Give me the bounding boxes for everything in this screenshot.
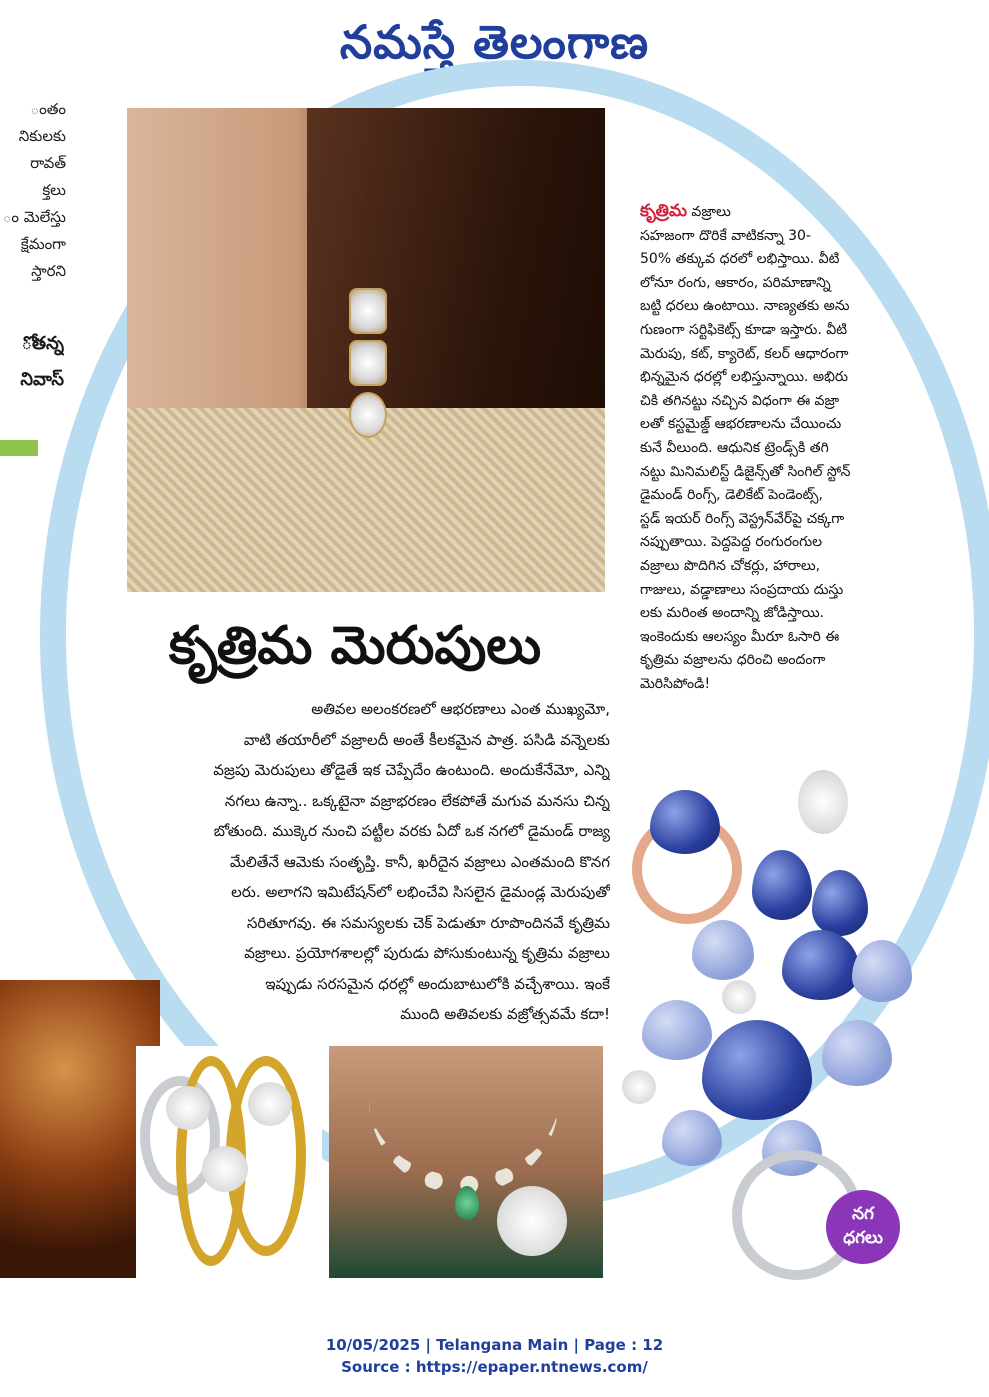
adjacent-line: క్షేమంగా xyxy=(20,235,66,253)
earring-model-photo xyxy=(127,108,605,592)
diamond-shape xyxy=(202,1146,248,1192)
sidebar-line: బట్టి ధరలు ఉంటాయి. నాణ్యతకు అను xyxy=(640,298,850,315)
badge-line: నగ xyxy=(852,1204,874,1224)
sidebar-line: లోనూ రంగు, ఆకారం, పరిమాణాన్ని xyxy=(640,274,831,291)
diamond-shape xyxy=(166,1086,210,1130)
adjacent-line: ంతం xyxy=(30,100,66,118)
sapphire-cluster xyxy=(650,790,720,854)
center-sapphire xyxy=(702,1020,812,1120)
byline-line: ోతన్న xyxy=(21,333,64,354)
body-line: మేలితేనే ఆమెకు సంతృప్తి. కానీ, ఖరీదైన వజ్రాలు ఎంతమంది కొనగ xyxy=(229,852,610,871)
body-line: వజ్రాలు. ప్రయోగశాలల్లో పురుడు పోసుకుంటున్న కృత్రిమ వజ్రాలు xyxy=(244,944,610,962)
sapphire-petal xyxy=(642,1000,712,1060)
body-line: ముంది అతివలకు వజ్రోత్సవమే కదా! xyxy=(400,1005,610,1023)
earring-stone xyxy=(349,392,387,438)
body-line: వాటి తయారీలో వజ్రాలదీ అంతే కీలకమైన పాత్ర. పసిడి వన్నెలకు xyxy=(243,730,610,749)
sidebar-line: స్టడ్ ఇయర్ రింగ్స్ వెస్ట్రన్‌వేర్‌పై చక్కగా xyxy=(640,510,845,527)
page-footer xyxy=(0,1334,989,1378)
body-line: ఇప్పుడు సరసమైన ధరల్లో అందుబాటులోకి వచ్చేశాయి. ఇంకే xyxy=(265,974,610,993)
sidebar-lead-rest: వజ్రాలు xyxy=(686,204,731,220)
body-line: సరితూగవు. ఈ సమస్యలకు చెక్ పెడుతూ రూపొందినవే కృత్రిమ xyxy=(246,913,610,932)
rings-photo xyxy=(136,1046,322,1278)
sidebar-line: లకు మరింత అందాన్ని జోడిస్తాయి. xyxy=(640,605,825,622)
masthead-title: నమస్తే తెలంగాణ xyxy=(339,15,650,69)
sapphire-petal xyxy=(692,920,754,980)
sidebar-line: కృత్రిమ వజ్రాలను ధరించి అందంగా xyxy=(640,652,826,669)
sidebar-line: డైమండ్ రింగ్స్, డెలికేట్ పెండెంట్స్, xyxy=(640,487,823,504)
sapphire-petal xyxy=(822,1020,892,1086)
sidebar-line: వజ్రాలు పొదిగిన చోకర్లు, హారాలు, xyxy=(640,557,821,574)
sidebar-line: మెరిసిపోండి! xyxy=(640,675,711,692)
body-line: బోతుంది. ముక్కెర నుంచి పట్టీల వరకు ఏదో ఒక నగలో డైమండ్ రాజ్య xyxy=(213,822,610,840)
sidebar-line: చికి తగినట్టు నచ్చిన విధంగా ఈ వజ్రా xyxy=(640,392,840,409)
diamond-accent xyxy=(722,980,756,1014)
adjacent-line: క్తలు xyxy=(42,181,66,199)
diamond-shape xyxy=(248,1082,292,1126)
sapphire-petal xyxy=(752,850,812,920)
footer-dateline: 10/05/2025 | Telangana Main | Page : 12 xyxy=(325,1336,664,1354)
diamond-accent xyxy=(622,1070,656,1104)
earring-stone xyxy=(349,340,387,386)
sidebar-line: మెరుపు, కట్, క్యారెట్, కలర్ ఆధారంగా xyxy=(640,345,849,362)
body-line: అతివల అలంకరణలో ఆభరణాలు ఎంత ముఖ్యమో, xyxy=(311,700,610,718)
sapphire-petal xyxy=(852,940,912,1002)
sidebar-line: సహజంగా దొరికే వాటికన్నా 30- xyxy=(640,227,811,244)
sidebar-line: నప్పుతాయి. పెద్దపెద్ద రంగురంగుల xyxy=(640,534,823,551)
necklace-shape xyxy=(369,1066,559,1194)
sapphire-petal xyxy=(662,1110,722,1166)
sidebar-line: లతో కస్టమైజ్డ్ ఆభరణాలను చేయించు xyxy=(640,416,842,433)
sidebar-text xyxy=(640,200,925,696)
sidebar-line: కునే వీలుంది. ఆధునిక ట్రెండ్స్‌కి తగి xyxy=(640,439,829,456)
adjacent-line: స్తారని xyxy=(31,262,66,280)
sidebar-lead-word: కృత్రిమ xyxy=(640,201,687,221)
earring-stone xyxy=(349,288,387,334)
adjacent-line: రావత్ xyxy=(30,154,66,172)
divider-bar xyxy=(0,440,38,456)
body-line: నగలు ఉన్నా.. ఒక్కటైనా వజ్రాభరణం లేకపోతే మగువ మనసు చిన్న xyxy=(224,791,610,810)
sidebar-line: గాజులు, వడ్డాణాలు సంప్రదాయ దుస్తు xyxy=(640,581,844,598)
sidebar-line: నట్టు మినిమలిస్ట్ డిజైన్స్‌తో సింగిల్ స్టోన్ xyxy=(640,463,851,480)
stud-earring xyxy=(798,770,848,834)
emerald-pendant xyxy=(455,1186,479,1220)
sidebar-line: ఇంకెందుకు ఆలస్యం మీరూ ఓసారి ఈ xyxy=(640,628,840,645)
article-body xyxy=(150,694,610,1030)
sapphire-petal xyxy=(782,930,860,1000)
sidebar-line: గుణంగా సర్టిఫికెట్స్ కూడా ఇస్తారు. వీటి xyxy=(640,321,848,338)
adjacent-line: ం మెలేస్తు xyxy=(2,208,66,226)
badge-line: ధగలు xyxy=(843,1228,883,1248)
adjacent-line: నికులకు xyxy=(18,127,66,145)
body-line: లరు. అలాగని ఇమిటేషన్‌లో లభించేవి సిసలైన డైమండ్ల మెరుపుతో xyxy=(231,883,610,901)
sidebar-line: భిన్నమైన ధరల్లో లభిస్తున్నాయి. అభిరు xyxy=(640,369,849,386)
article-headline: కృత్రిమ మెరుపులు xyxy=(168,616,542,676)
adjacent-byline xyxy=(0,326,64,398)
byline-line: నివాస్ xyxy=(20,369,64,390)
sidebar-line: 50% తక్కువ ధరలో లభిస్తాయి. వీటి xyxy=(640,251,840,268)
adjacent-article-text xyxy=(0,96,66,296)
footer-source: Source : https://epaper.ntnews.com/ xyxy=(341,1358,648,1376)
bracelet-shape xyxy=(497,1186,567,1256)
necklace-photo xyxy=(329,1046,603,1278)
sapphire-petal xyxy=(812,870,868,936)
section-badge xyxy=(826,1190,900,1264)
body-line: వజ్రపు మెరుపులు తోడైతే ఇక చెప్పేదేం ఉంటుంది. అందుకేనేమో, ఎన్ని xyxy=(213,761,610,779)
